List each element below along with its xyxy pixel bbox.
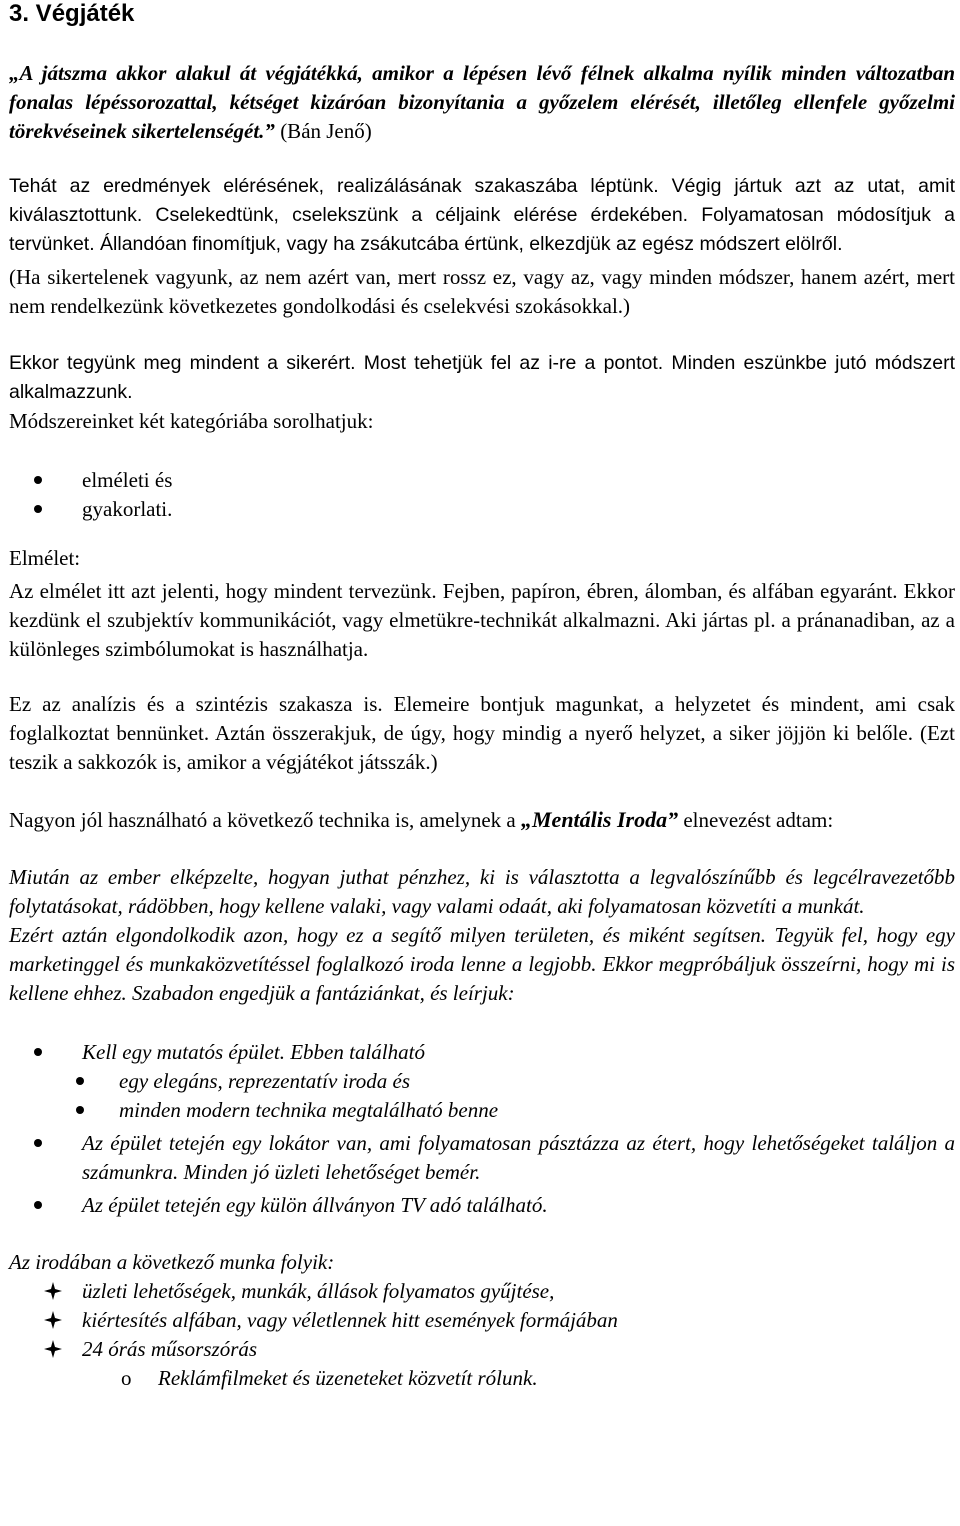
sub-item-text: Reklámfilmeket és üzeneteket közvetít rólunk. [158,1366,538,1390]
office-list [9,1277,955,1364]
document-page [9,0,955,1393]
section-heading: 3. Végjáték [9,0,135,27]
technique-title: „Mentális Iroda” [521,807,679,832]
paragraph-failure-note: (Ha sikertelenek vagyunk, az nem azért van, mert rossz ez, vagy az, vagy minden módszer, hanem azért, mert nem rendelkezünk következetes gondolkodási és cselekvési szokásokkal.) [9,265,955,318]
technique-intro-after: elnevezést adtam: [678,808,834,832]
paragraph-results: Tehát az eredmények elérésének, realizálásának szakaszába léptünk. Végig jártuk azt az utat, amit kiválasztottunk. Cselekedtünk, cselekszünk a céljaink elérése érdekében. Folyamatosan módosítjuk a tervünket. Állandóan finomítjuk, vagy ha zsákutcába értünk, elkezdjük az egész módszert elölről. [9,175,955,255]
categories-list [9,466,955,524]
list-item: minden modern technika megtalálható benne [9,1096,955,1125]
list-item: Az épület tetején egy lokátor van, ami folyamatosan pásztázza az étert, hogy lehetőségeket találjon a számunkra. Minden jó üzleti lehetőséget bemér. [9,1129,955,1187]
list-item: egy elegáns, reprezentatív iroda és [9,1067,955,1096]
list-item: Az épület tetején egy külön állványon TV adó található. [9,1191,955,1220]
diamond-bullet-icon [44,1311,62,1329]
list-item [9,1335,955,1364]
opening-quote [9,59,955,146]
technique-intro-before: Nagyon jól használható a következő technika is, amelynek a [9,808,521,832]
office-item-text: üzleti lehetőségek, munkák, állások folyamatos gyűjtése, [82,1279,555,1303]
paragraph-categories-intro: Módszereinket két kategóriába sorolhatjuk: [9,409,374,433]
paragraph-theory: Az elmélet itt azt jelenti, hogy mindent tervezünk. Fejben, papíron, ébren, álomban, és alfában egyaránt. Ekkor kezdünk el szubjektív kommunikációt, vagy elmetükre-technikát alkalmazni. Aki jártas pl. a pránanadiban, az a különleges szimbólumokat is használhatja. [9,579,955,661]
building-list-continued [9,1129,955,1220]
list-item: Kell egy mutatós épület. Ebben található [9,1038,955,1067]
building-list [9,1038,955,1067]
paragraph-helper: Miután az ember elképzelte, hogyan juthat pénzhez, ki is választotta a legvalószínűbb és legcélravezetőbb folytatásokat, rádöbben, hogy kellene valaki, vagy valami odaát, aki folyamatosan közvetíti a munkát. [9,865,955,918]
paragraph-analysis: Ez az analízis és a szintézis szakasza is. Elemeire bontjuk magunkat, a helyzetet és mindent, ami csak foglalkoztat bennünket. Aztán összerakjuk, de úgy, hogy mindig a nyerő helyzet, a siker jöjjön ki belőle. (Ezt teszik a sakkozók is, amikor a végjátékot játsszák.) [9,692,955,774]
quote-text: „A játszma akkor alakul át végjátékká, amikor a lépésen lévő félnek alkalma nyílik minden változatban fonalas lépéssorozattal, kétséget kizáróan bizonyítania a győzelem elérését, illetőleg ellenfele győzelmi törekvéseinek sikertelenségét.” [9,61,955,143]
paragraph-office-idea: Ezért aztán elgondolkodik azon, hogy ez a segítő milyen területen, és miként segítsen. Tegyük fel, hogy egy marketinggel és munkaközvetítéssel foglalkozó iroda lenne a legjobb. Ekkor megpróbáljuk összeírni, hogy mi is kellene ehhez. Szabadon engedjük a fantáziánkat, és leírjuk: [9,923,955,1005]
list-item [9,1277,955,1306]
paragraph-do-everything: Ekkor tegyünk meg mindent a sikerért. Most tehetjük fel az i-re a pontot. Minden eszünkbe jutó módszert alkalmazzunk. [9,352,955,403]
list-item: elméleti és [9,466,955,495]
office-item-text: 24 órás műsorszórás [82,1337,258,1361]
list-item [9,1364,955,1393]
diamond-bullet-icon [44,1282,62,1300]
paragraph-technique-intro [9,805,955,835]
quote-author: (Bán Jenő) [274,119,372,143]
broadcast-sublist [9,1364,955,1393]
building-sublist [9,1067,955,1125]
office-item-text: kiértesítés alfában, vagy véletlennek hitt események formájában [82,1308,618,1332]
circle-bullet-icon: o [121,1366,132,1390]
theory-label: Elmélet: [9,546,81,570]
list-item: gyakorlati. [9,495,955,524]
office-label: Az irodában a következő munka folyik: [9,1250,335,1274]
list-item [9,1306,955,1335]
diamond-bullet-icon [44,1340,62,1358]
